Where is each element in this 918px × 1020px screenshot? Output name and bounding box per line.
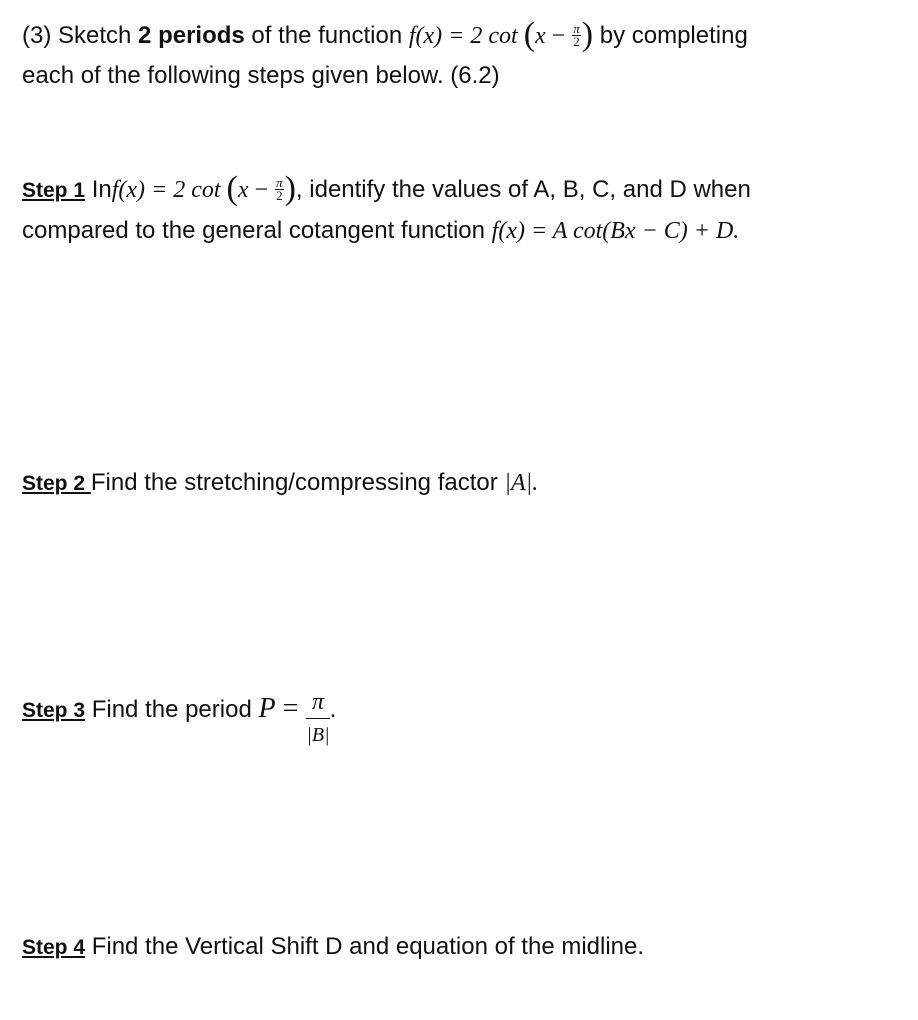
step2-line [22,468,538,499]
math-f: f [408,23,416,49]
pi-over-2-fraction [275,174,284,203]
frac-num: π [276,174,283,190]
step4-line [22,932,644,963]
step4-label-word: Step [22,936,74,959]
step3-text: Find the period [85,695,259,723]
step4-label [22,936,85,959]
problem-text-b: by completing [593,22,748,49]
step1-line-2 [22,216,739,246]
math-open-paren: ( [523,16,536,53]
step1-text-b: , identify the values of A, B, C, and D when [295,176,751,203]
step1-line-1 [22,172,751,206]
periods-bold: 2 periods [138,22,245,49]
period-num: π [306,688,329,719]
math-absA: |A|. [504,470,539,496]
step1-line2-text: compared to the general cotangent function [22,217,492,244]
function-expression [408,16,594,53]
step3-label: Step 3 [22,698,86,722]
math-equals: = [275,692,299,724]
step2-text: Find the stretching/compressing factor [90,469,505,496]
step4-label-num: 4 [73,936,86,959]
math-x: x [535,23,546,49]
period-fraction [306,688,329,749]
math-close-paren: ) [284,170,296,207]
math-minus: − [545,23,572,49]
frac-num: π [573,20,580,36]
pi-over-2-fraction [572,20,581,49]
step2-label: Step 2 [22,472,91,495]
problem-line-1 [22,18,748,51]
math-eq: (x) = 2 cot [415,23,518,49]
problem-number: (3) Sketch [22,22,139,49]
step1-label: Step 1 [22,179,86,202]
math-P: P [258,692,276,724]
math-eq: (x) = 2 cot [118,177,221,203]
step4-text: Find the Vertical Shift D and equation of the midline. [85,933,645,960]
math-close-paren: ) [581,16,594,53]
math-f: f [111,177,119,203]
math-f: f [491,218,499,244]
problem-line-2: each of the following steps given below. (6.2) [22,62,500,89]
period-dot: . [329,695,337,723]
math-general: (x) = A cot(Bx − C) + D. [498,218,740,244]
problem-text-a: of the function [244,22,409,49]
step1-function [111,170,296,207]
math-open-paren: ( [226,170,238,207]
math-minus: − [248,177,275,203]
step3-line [22,680,337,746]
period-den: |B| [306,724,330,746]
math-x: x [237,177,249,203]
step1-text-a: In [85,176,112,203]
general-cotangent [492,218,740,244]
frac-den: 2 [276,187,283,203]
frac-den: 2 [573,33,580,49]
